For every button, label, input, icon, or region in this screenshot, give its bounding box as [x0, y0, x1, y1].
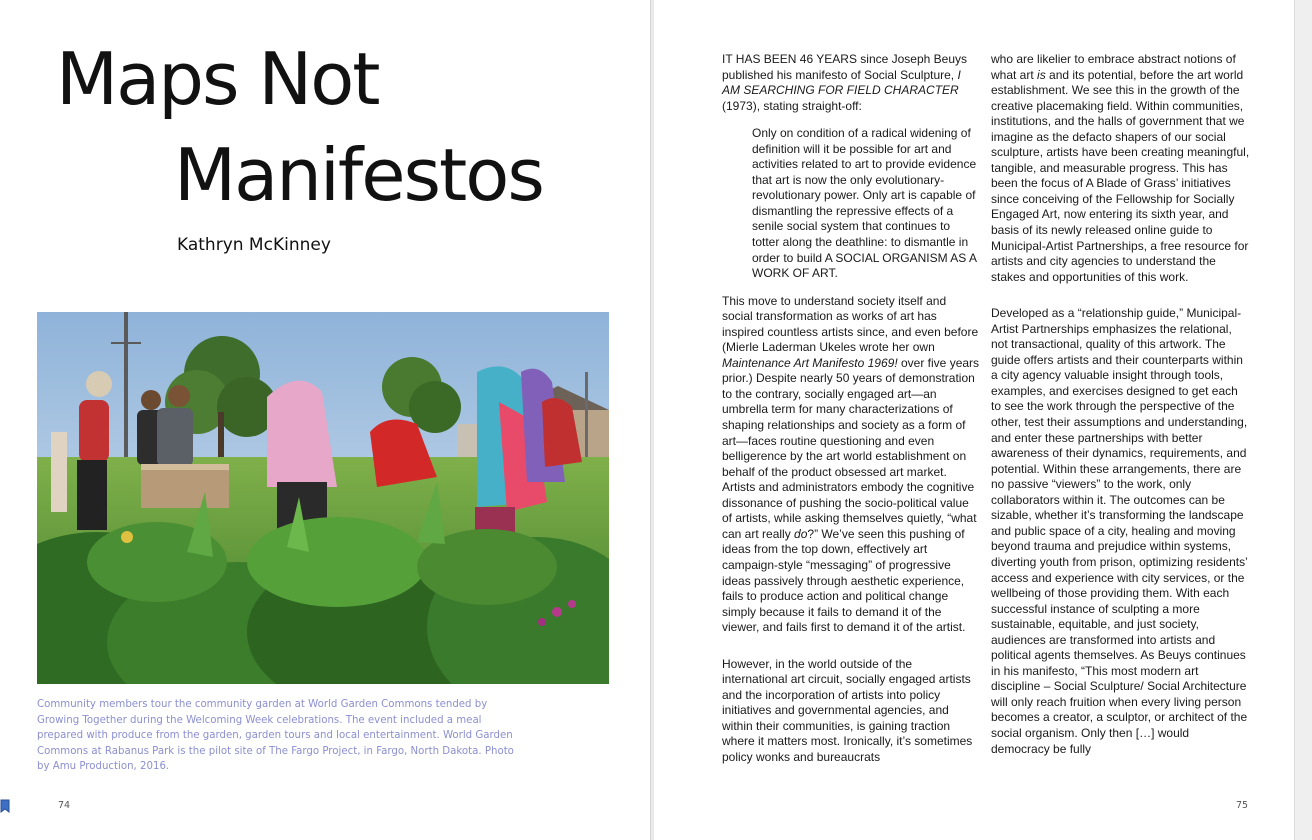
bookmark-icon[interactable]	[0, 799, 10, 813]
photo-caption: Community members tour the community garden at World Garden Commons tended by Growing Together during the Welcoming Week celebrations. The event included a meal prepared with produce from the garden, garden tours and local entertainment. World Garden Commons at Rabanus Park is the pilot site of The Fargo Project, in Fargo, North Dakota. Photo by Amu Production, 2016.	[37, 699, 514, 772]
garden-photo	[37, 312, 609, 684]
right-page	[654, 0, 1294, 840]
paragraph: who are likelier to embrace abstract notions of what art is and its potential, before the art world establishment. We see this in the growth of the creative placemaking field. Within communities, institutions, and the halls of government that we imagine as the defacto shapers of our social sculpture, artists have been creating meaningful, tangible, and measurable progress. This has been the focus of A Blade of Grass’ initiatives since conceiving of the Fellowship for Socially Engaged Art, now entering its sixth year, and basis of its newly released online guide to Municipal-Artist Partnerships, a free resource for artists and city agencies to understand the stakes and opportunities of this work.	[991, 52, 1250, 284]
left-page	[0, 0, 650, 840]
article-title-line-1: Maps Not	[56, 37, 379, 121]
author-name: Kathryn McKinney	[177, 235, 331, 255]
block-quote: Only on condition of a radical widening of definition will it be possible for art and activities related to art to provide evidence that art is now the only evolutionary-revolutionary power. Only art is capable of dismantling the repressive effects of a senile social system that continues to totter along the deathline: to dismantle in order to build A SOCIAL ORGANISM AS A WORK OF ART.	[752, 126, 977, 281]
article-title-line-2: Manifestos	[174, 133, 543, 217]
paragraph: Developed as a “relationship guide,” Municipal-Artist Partnerships emphasizes the relational, not transactional, quality of this artwork. The guide offers artists and their counterparts within a city agency valuable insight through tools, examples, and exercises designed to get each to see the work through the perspective of the other, test their assumptions and understanding, and enter these partnerships with better awareness of their dynamics, requirements, and potential. Within these arrangements, there are no passive “viewers” to the work, only collaborators within it. The outcomes can be sizable, whether it’s transforming the landscape and public space of a city, healing and moving beyond trauma and prejudice within systems, diverting youth from prison, optimizing residents’ access and experience with city services, or the wellbeing of those providing them. With each successful instance of sculpting a more sustainable, equitable, and just society, audiences are transformed into artists and political agents themselves. As Beuys continues in his manifesto, “This most modern art discipline – Social Sculpture/ Social Architecture will only reach fruition when every living person becomes a creator, a sculptor, or architect of the social organism. Only then […] would democracy be fully	[991, 306, 1248, 756]
text-column-2	[991, 52, 1251, 757]
paragraph: This move to understand society itself and social transformation as works of art has inspired countless artists since, and even before (Mierle Laderman Ukeles wrote her own Maintenance Art Manifesto 1969! over five years prior.) Despite nearly 50 years of demonstration to the contrary, socially engaged art—an umbrella term for many characterizations of shaping relationships and society as a form of art—faces routine questioning and even belligerence by the art world establishment on behalf of the product obsessed art market. Artists and administrators embody the cognitive dissonance of pushing the socio-political value of artists, while asking themselves quietly, “what can art really do?” We’ve seen this pushing of ideas from the top down, effectively art campaign-style “messaging” of progressive ideas passively through aesthetic experience, fails to produce action and political change simply because it fails to demand it of the viewer, and fails first to demand it of the artist.	[722, 293, 980, 635]
viewer-edge	[1294, 0, 1312, 840]
paragraph: IT HAS BEEN 46 YEARS since Joseph Beuys published his manifesto of Social Sculpture, I AM SEARCHING FOR FIELD CHARACTER (1973), stating straight-off:	[722, 52, 968, 113]
text-column-1	[722, 52, 980, 766]
page-gutter	[650, 0, 651, 840]
page-number-left: 74	[58, 800, 71, 811]
page-number-right: 75	[1236, 800, 1249, 811]
paragraph: However, in the world outside of the international art circuit, socially engaged artists and the incorporation of artists into policy initiatives and governmental agencies, and within their communities, is gaining traction where it matters most. Ironically, it’s sometimes policy wonks and bureaucrats	[722, 656, 973, 764]
